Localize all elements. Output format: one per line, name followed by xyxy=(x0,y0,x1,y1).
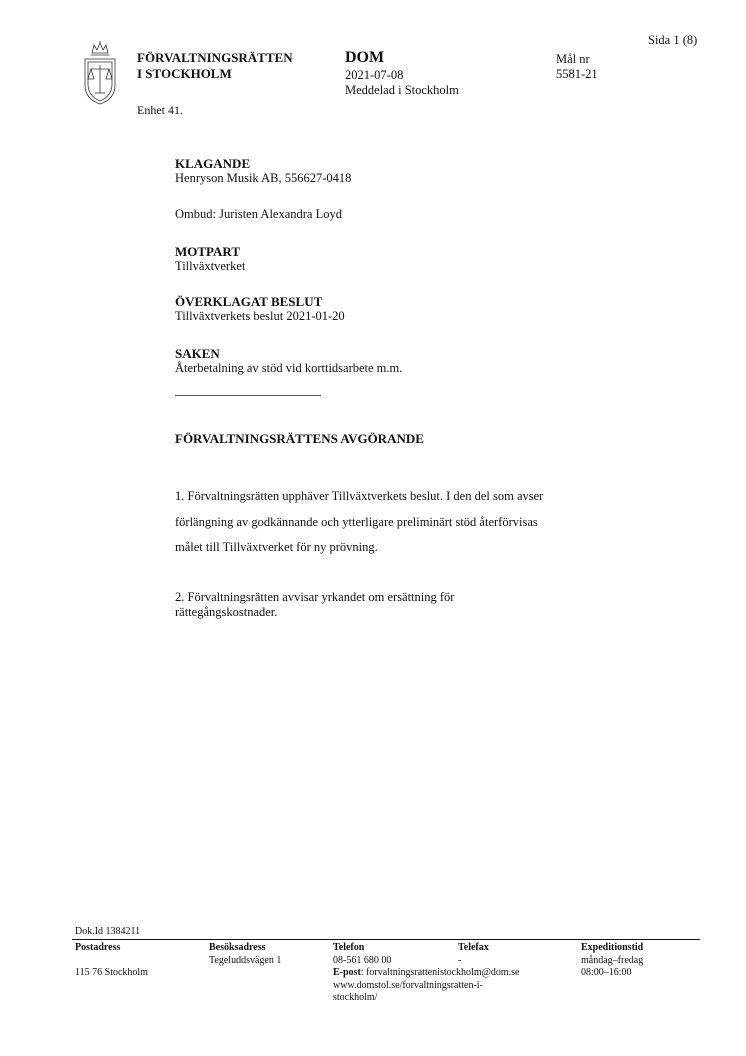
website-line1: www.domstol.se/forvaltningsratten-i- xyxy=(333,979,483,991)
footer-hours xyxy=(581,942,643,980)
decision-paragraph-1 xyxy=(175,484,645,561)
email-address: : forvaltningsrattenistockholm@dom.se xyxy=(360,967,520,978)
doc-type: DOM xyxy=(345,49,385,66)
paragraph-line: målet till Tillväxtverket för ny prövning. xyxy=(175,540,378,554)
fax-heading: Telefax xyxy=(458,942,489,953)
paragraph-line: förlängning av godkännande och ytterligare preliminärt stöd återförvisas xyxy=(175,514,538,529)
matter: Återbetalning av stöd vid korttidsarbete m.m. xyxy=(175,361,403,375)
appealed-decision: Tillväxtverkets beslut 2021-01-20 xyxy=(175,309,345,323)
unit: Enhet 41. xyxy=(137,103,183,117)
appealed-section xyxy=(175,294,345,324)
phone-number: 08-561 680 00 xyxy=(333,954,392,966)
decision-paragraph-2 xyxy=(175,590,575,620)
paragraph-line: 2. Förvaltningsrätten avvisar yrkandet om ersättning för xyxy=(175,590,455,604)
appellant-section xyxy=(175,156,351,186)
hours-heading: Expeditionstid xyxy=(581,942,644,953)
counterparty-section xyxy=(175,244,245,274)
footer-divider xyxy=(72,939,700,940)
page-number: Sida 1 (8) xyxy=(648,33,698,47)
representative: Ombud: Juristen Alexandra Loyd xyxy=(175,207,342,221)
doc-date: 2021-07-08 xyxy=(345,68,404,82)
court-name xyxy=(137,50,293,82)
hours-days: måndag–fredag xyxy=(581,954,644,966)
case-number-block xyxy=(556,52,598,82)
footer-fax xyxy=(458,942,489,967)
visit-address: Tegeluddsvägen 1 xyxy=(209,954,282,966)
court-emblem-icon xyxy=(80,41,120,105)
footer-visit xyxy=(209,942,281,967)
phone-heading: Telefon xyxy=(333,942,365,953)
footer-contact xyxy=(333,942,578,1005)
court-name-line2: I STOCKHOLM xyxy=(137,66,232,81)
counterparty-heading: MOTPART xyxy=(175,244,241,259)
email-label: E-post xyxy=(333,967,361,978)
appealed-heading: ÖVERKLAGAT BESLUT xyxy=(175,294,323,309)
website-line2: stockholm/ xyxy=(333,992,378,1003)
fax-number: - xyxy=(458,954,462,966)
doc-place: Meddelad i Stockholm xyxy=(345,83,459,97)
court-name-line1: FÖRVALTNINGSRÄTTEN xyxy=(137,50,293,65)
footer-postal xyxy=(75,942,148,980)
counterparty: Tillväxtverket xyxy=(175,259,246,273)
doc-date-block xyxy=(345,68,459,98)
appellant: Henryson Musik AB, 556627-0418 xyxy=(175,171,352,185)
visit-heading: Besöksadress xyxy=(209,942,266,953)
postal-heading: Postadress xyxy=(75,942,121,953)
case-number: 5581-21 xyxy=(556,67,598,81)
matter-section xyxy=(175,346,402,376)
matter-heading: SAKEN xyxy=(175,346,220,361)
paragraph-line: rättegångskostnader. xyxy=(175,605,278,619)
paragraph-line: 1. Förvaltningsrätten upphäver Tillväxtverkets beslut. I den del som avser xyxy=(175,489,544,503)
decision-heading: FÖRVALTNINGSRÄTTENS AVGÖRANDE xyxy=(175,431,424,446)
document-id: Dok.Id 1384211 xyxy=(75,926,141,937)
email-line xyxy=(333,967,578,980)
separator-line xyxy=(175,395,321,396)
case-number-label: Mål nr xyxy=(556,52,590,66)
hours-time: 08:00–16:00 xyxy=(581,967,632,978)
postal-address: 115 76 Stockholm xyxy=(75,967,148,978)
appellant-heading: KLAGANDE xyxy=(175,156,251,171)
